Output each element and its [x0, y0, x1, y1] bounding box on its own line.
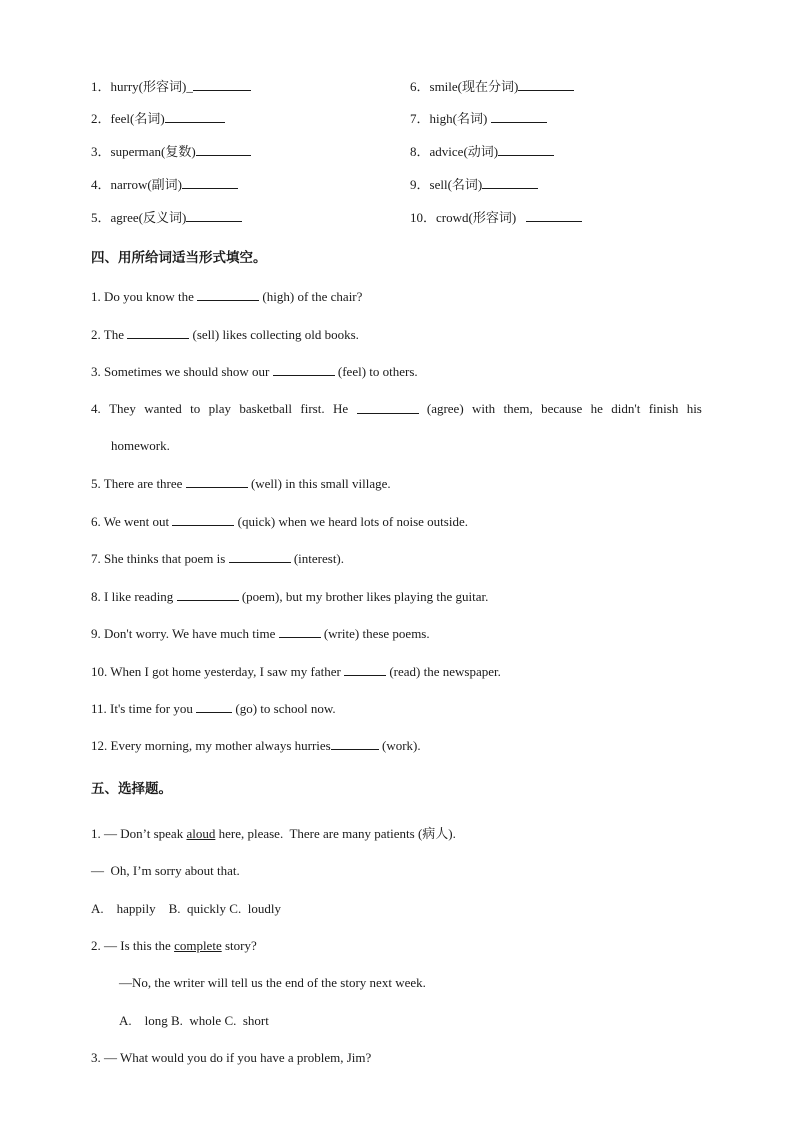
word-form-item: 9．sell(名词)	[410, 176, 538, 193]
answer-blank[interactable]	[177, 588, 239, 601]
answer-options: A. happily B. quickly C. loudly	[91, 901, 281, 916]
choice-question: 3. — What would you do if you have a problem, Jim?	[91, 1050, 372, 1065]
choice-question: 2. — Is this the complete story?	[91, 938, 257, 953]
answer-blank[interactable]	[331, 737, 379, 750]
dialogue-answer: —No, the writer will tell us the end of the story next week.	[119, 975, 426, 990]
answer-blank[interactable]	[357, 401, 419, 414]
answer-blank[interactable]	[491, 110, 547, 123]
fill-in-item: 8. I like reading (poem), but my brother likes playing the guitar.	[91, 589, 489, 604]
word-form-item: 8．advice(动词)	[410, 143, 554, 160]
answer-blank[interactable]	[279, 625, 321, 638]
fill-in-item: 5. There are three (well) in this small village.	[91, 476, 391, 491]
fill-in-item: 6. We went out (quick) when we heard lots of noise outside.	[91, 514, 468, 529]
answer-blank[interactable]	[229, 550, 291, 563]
fill-in-item-continuation: homework.	[111, 438, 170, 453]
fill-in-item: 1. Do you know the (high) of the chair?	[91, 289, 363, 304]
answer-blank[interactable]	[127, 326, 189, 339]
fill-in-item: 3. Sometimes we should show our (feel) to others.	[91, 364, 418, 379]
answer-options: A. long B. whole C. short	[119, 1013, 269, 1028]
fill-in-item: 9. Don't worry. We have much time (write) these poems.	[91, 626, 430, 641]
word-form-item: 6．smile(现在分词)	[410, 78, 574, 95]
fill-in-item: 11. It's time for you (go) to school now.	[91, 701, 336, 716]
answer-blank[interactable]	[273, 363, 335, 376]
answer-blank[interactable]	[182, 176, 238, 189]
answer-blank[interactable]	[172, 513, 234, 526]
word-form-item: 3．superman(复数)	[91, 143, 251, 160]
word-form-item: 10．crowd(形容词)	[410, 209, 582, 226]
fill-in-item: 4. They wanted to play basketball first. He (agree) with them, because he didn't finish his	[91, 401, 702, 416]
dialogue-answer: — Oh, I’m sorry about that.	[91, 863, 240, 878]
word-form-item: 7．high(名词)	[410, 110, 547, 127]
section-heading-5: 五、选择题。	[91, 781, 172, 797]
answer-blank[interactable]	[518, 78, 574, 91]
answer-blank[interactable]	[482, 176, 538, 189]
answer-blank[interactable]	[196, 700, 232, 713]
fill-in-item: 10. When I got home yesterday, I saw my father (read) the newspaper.	[91, 664, 501, 679]
word-form-item: 2．feel(名词)	[91, 110, 225, 127]
fill-in-item: 7. She thinks that poem is (interest).	[91, 551, 345, 566]
answer-blank[interactable]	[498, 143, 554, 156]
word-form-item: 4．narrow(副词)	[91, 176, 238, 193]
answer-blank[interactable]	[186, 209, 242, 222]
choice-question: 1. — Don’t speak aloud here, please. There are many patients (病人).	[91, 826, 456, 841]
fill-in-item: 2. The (sell) likes collecting old books.	[91, 327, 359, 342]
answer-blank[interactable]	[197, 288, 259, 301]
fill-in-item: 12. Every morning, my mother always hurries (work).	[91, 738, 421, 753]
section-heading-4: 四、用所给词适当形式填空。	[91, 250, 267, 266]
answer-blank[interactable]	[186, 475, 248, 488]
answer-blank[interactable]	[165, 110, 225, 123]
word-form-item: 5．agree(反义词)	[91, 209, 242, 226]
answer-blank[interactable]	[193, 78, 251, 91]
answer-blank[interactable]	[344, 663, 386, 676]
underlined-word: complete	[174, 938, 222, 953]
answer-blank[interactable]	[526, 209, 582, 222]
underlined-word: aloud	[186, 826, 216, 841]
answer-blank[interactable]	[196, 143, 251, 156]
word-form-item: 1．hurry(形容词)_	[91, 78, 251, 95]
